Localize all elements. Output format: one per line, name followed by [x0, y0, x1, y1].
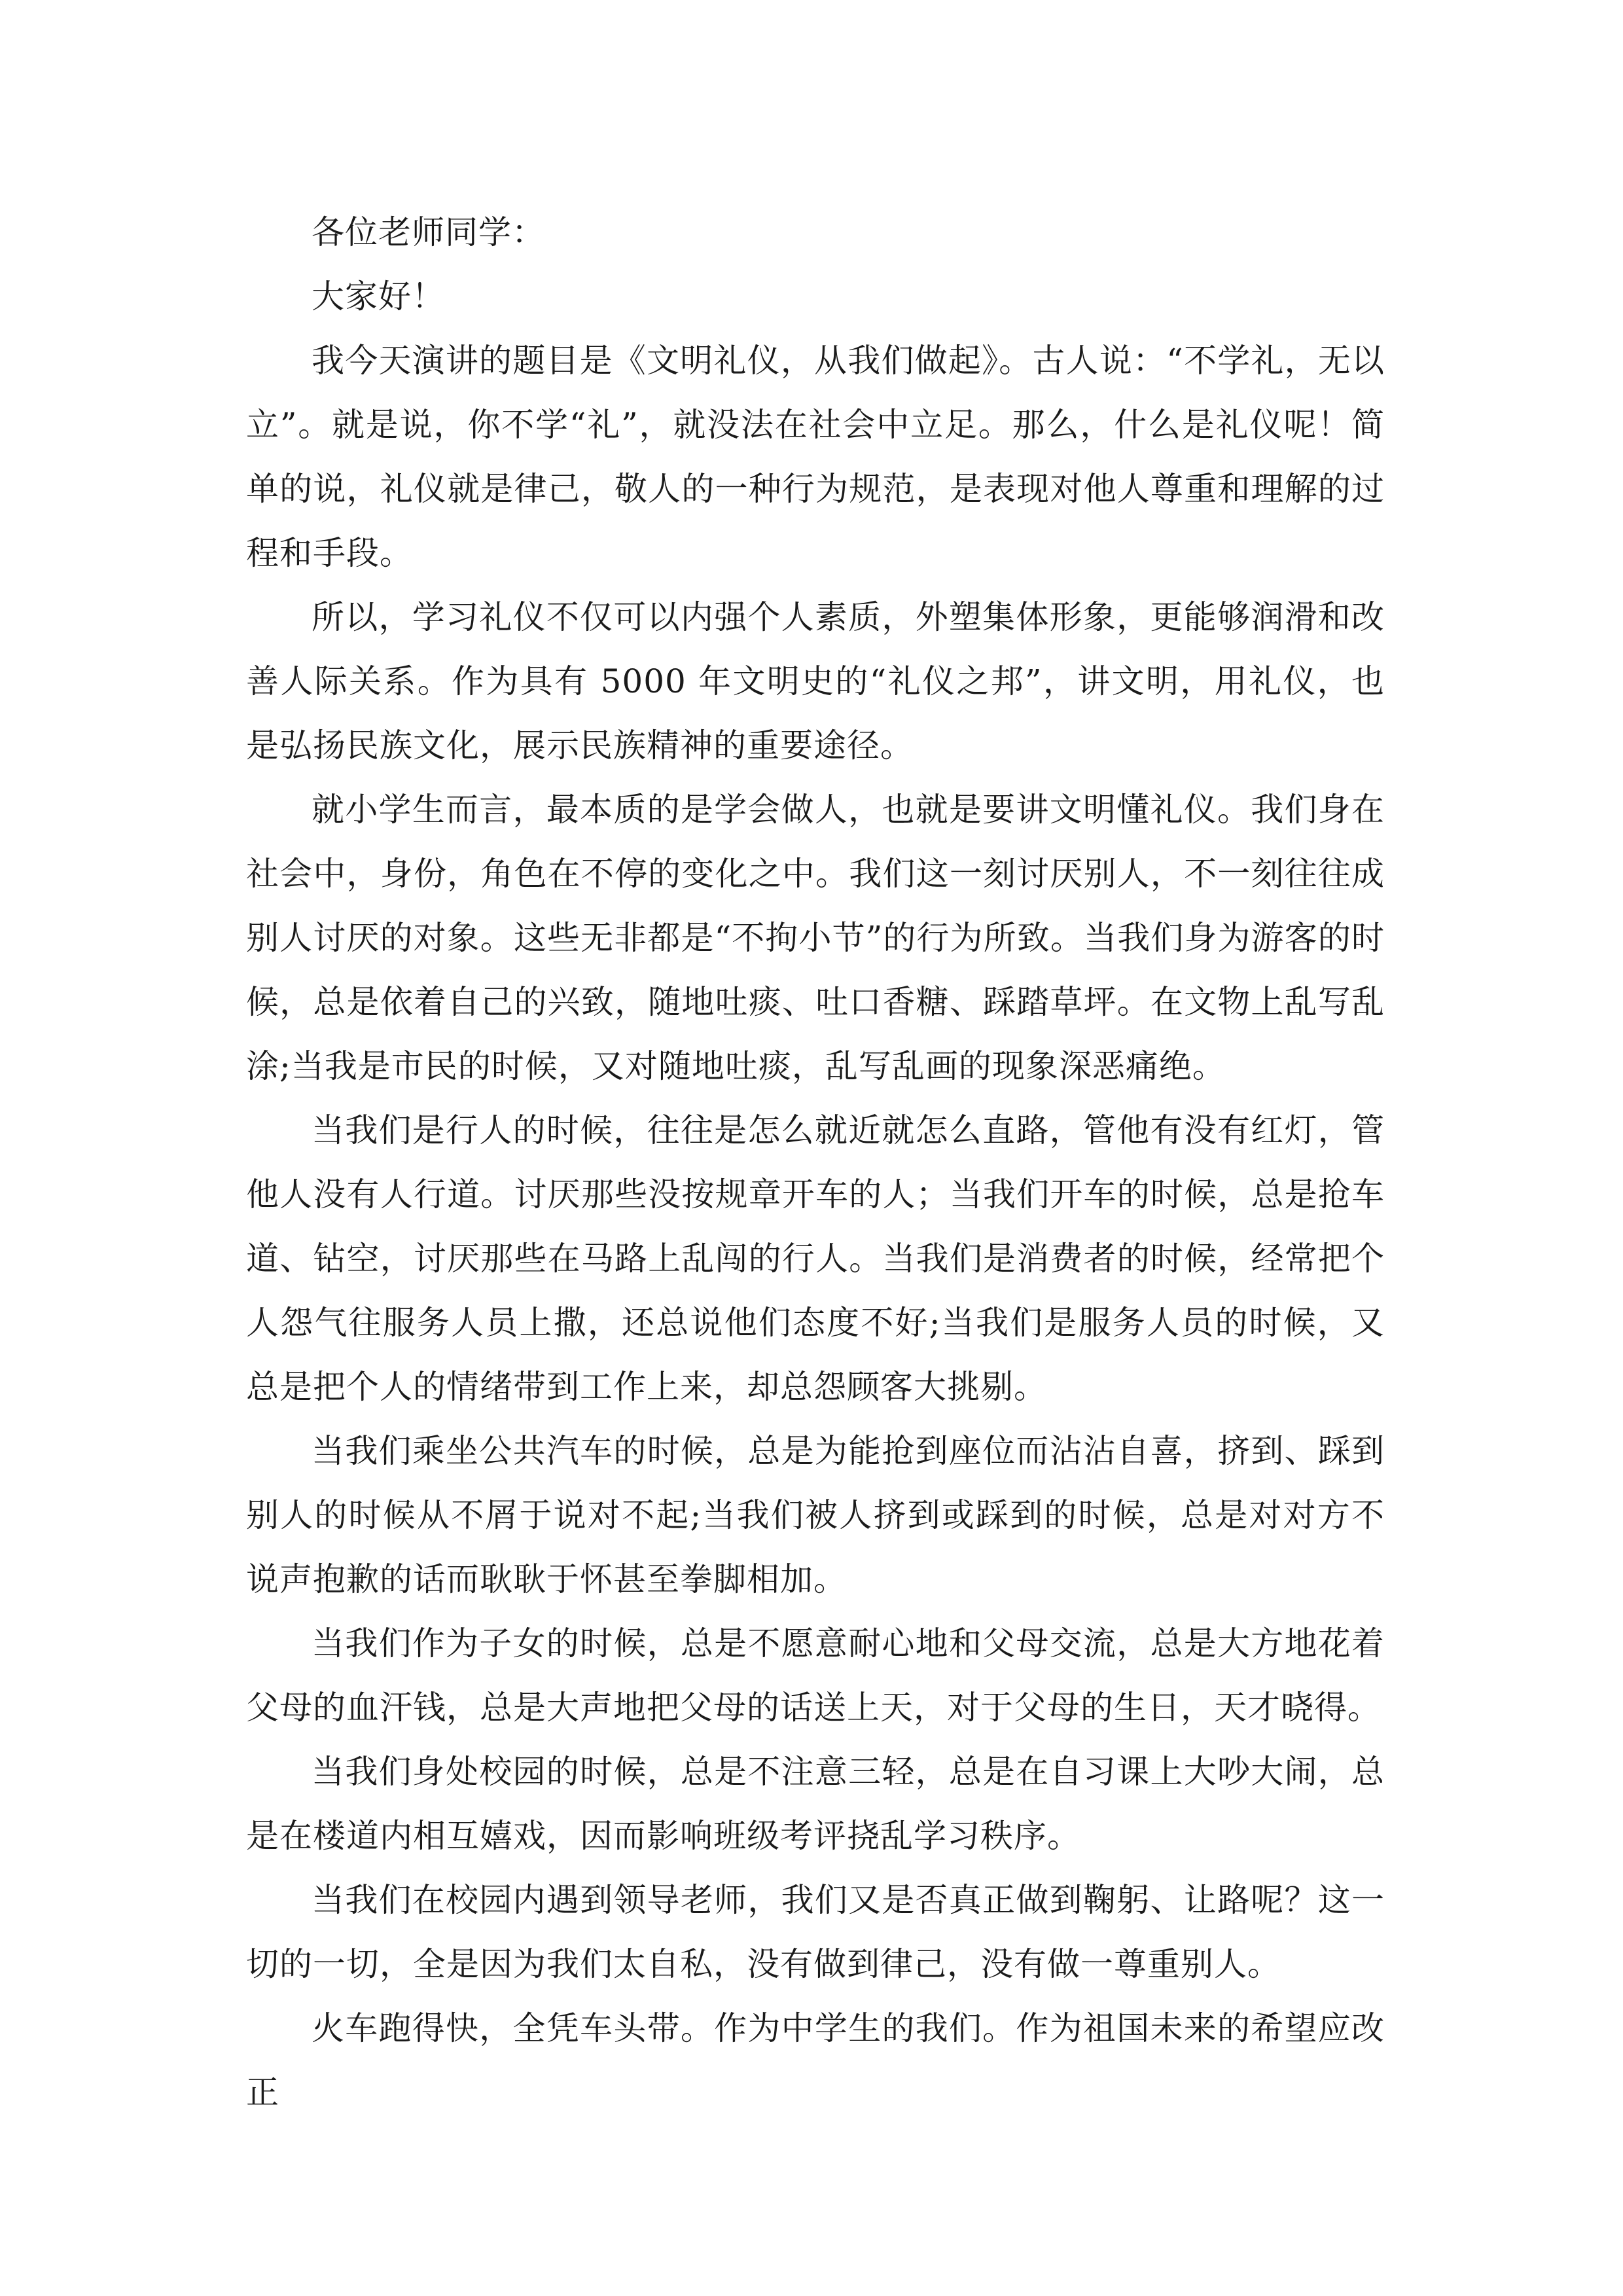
paragraph: 所以，学习礼仪不仅可以内强个人素质，外塑集体形象，更能够润滑和改善人际关系。作为具有 5000 年文明史的“礼仪之邦”，讲文明，用礼仪，也是弘扬民族文化，展示民族精神的重要途径。 — [246, 598, 1385, 764]
paragraph: 火车跑得快，全凭车头带。作为中学生的我们。作为祖国未来的希望应改正 — [246, 2009, 1385, 2111]
paragraph: 就小学生而言，最本质的是学会做人，也就是要讲文明懂礼仪。我们身在社会中，身份，角色在不停的变化之中。我们这一刻讨厌别人，不一刻往往成别人讨厌的对象。这些无非都是“不拘小节”的行为所致。当我们身为游客的时候，总是依着自己的兴致，随地吐痰、吐口香糖、踩踏草坪。在文物上乱写乱涂;当我是市民的时候，又对随地吐痰，乱写乱画的现象深恶痛绝。 — [246, 791, 1385, 1085]
salutation: 各位老师同学： — [312, 213, 545, 251]
paragraph: 当我们在校园内遇到领导老师，我们又是否真正做到鞠躬、让路呢？这一切的一切，全是因为我们太自私，没有做到律己，没有做一尊重别人。 — [246, 1881, 1385, 1983]
paragraph: 当我们作为子女的时候，总是不愿意耐心地和父母交流，总是大方地花着父母的血汗钱，总是大声地把父母的话送上天，对于父母的生日，天才晓得。 — [246, 1624, 1385, 1727]
paragraph: 我今天演讲的题目是《文明礼仪，从我们做起》。古人说：“不学礼，无以立”。就是说，你不学“礼”，就没法在社会中立足。那么，什么是礼仪呢！简单的说，礼仪就是律己，敬人的一种行为规范，是表现对他人尊重和理解的过程和手段。 — [246, 342, 1385, 572]
paragraph: 当我们身处校园的时候，总是不注意三轻，总是在自习课上大吵大闹，总是在楼道内相互嬉戏，因而影响班级考评挠乱学习秩序。 — [246, 1753, 1385, 1855]
greeting: 大家好！ — [312, 278, 445, 315]
document-body — [246, 200, 1385, 2125]
paragraph: 当我们乘坐公共汽车的时候，总是为能抢到座位而沾沾自喜，挤到、踩到别人的时候从不屑于说对不起;当我们被人挤到或踩到的时候，总是对对方不说声抱歉的话而耿耿于怀甚至拳脚相加。 — [246, 1432, 1385, 1598]
paragraph: 当我们是行人的时候，往往是怎么就近就怎么直路，管他有没有红灯，管他人没有人行道。讨厌那些没按规章开车的人；当我们开车的时候，总是抢车道、钻空，讨厌那些在马路上乱闯的行人。当我们是消费者的时候，经常把个人怨气往服务人员上撒，还总说他们态度不好;当我们是服务人员的时候，又总是把个人的情绪带到工作上来，却总怨顾客大挑剔。 — [246, 1111, 1385, 1406]
